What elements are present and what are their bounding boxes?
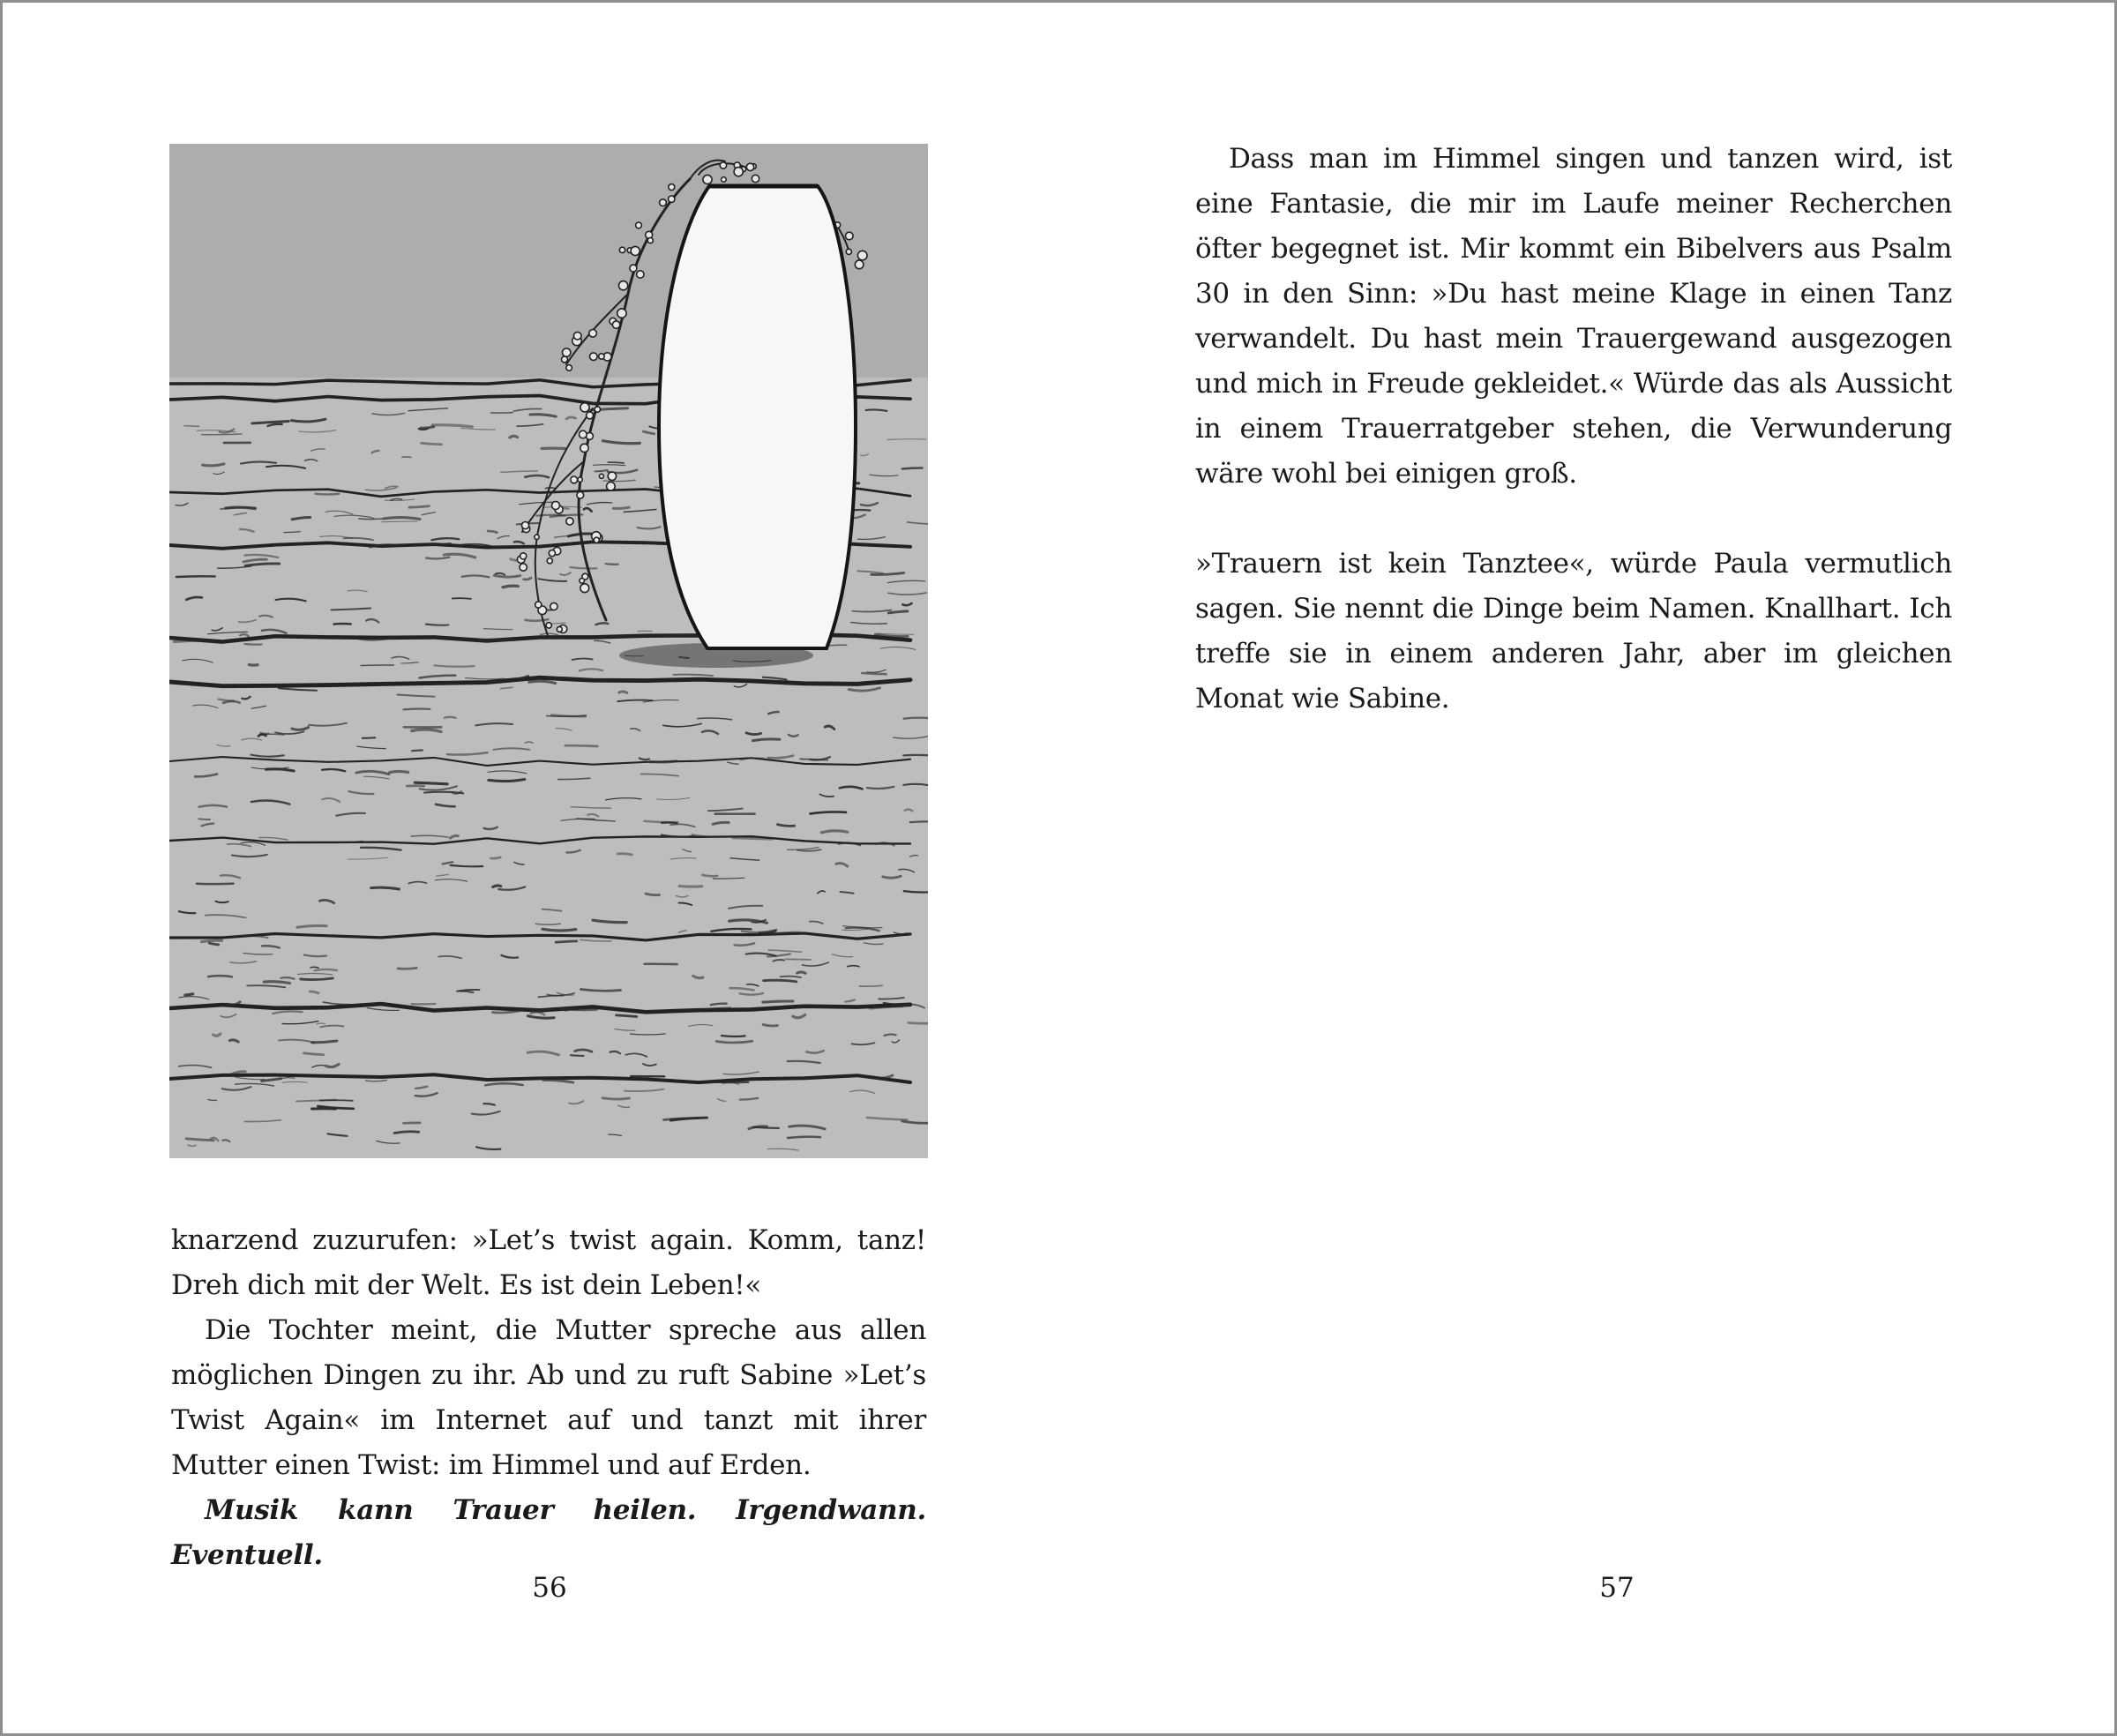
grain-stroke [764, 980, 797, 982]
berry [619, 247, 625, 252]
grain-stroke [662, 822, 677, 823]
berry [594, 537, 599, 542]
grain-stroke [301, 978, 333, 980]
berry [573, 332, 581, 340]
berry [566, 518, 573, 525]
paragraph: knarzend zuzurufen: »Let’s twist again. Komm, tanz! Dreh dich mit der Welt. Es ist dein Leben!« [171, 1224, 926, 1301]
berry [535, 535, 539, 539]
paragraph: Dass man im Himmel singen und tanzen wird, ist eine Fantasie, die mir im Laufe meiner Recherchen öfter begegnet ist. Mir kommt ein Bibelvers aus Psalm 30 in den Sinn: »Du hast meine Klage in einen Tanz verwandelt. Du hast mein Trauergewand ausgezogen und mich in Freude gekleidet.« Würde das als Aussicht in einem Trauerratgeber stehen, die Verwunderung wäre wohl bei einigen groß. [1195, 143, 1952, 490]
grain-stroke [646, 894, 659, 895]
grain-stroke [606, 564, 618, 565]
berry [607, 483, 616, 491]
berry [703, 175, 712, 183]
grain-stroke [361, 665, 393, 666]
berry [549, 550, 555, 557]
grain-stroke [422, 443, 442, 445]
grain-stroke [797, 972, 805, 973]
grain-stroke [264, 982, 289, 984]
berry [550, 602, 557, 610]
grain-stroke [260, 733, 268, 734]
berry [669, 184, 675, 191]
grain-stroke [494, 575, 520, 577]
page-number: 57 [1599, 1572, 1635, 1604]
grain-stroke [788, 1137, 820, 1138]
berry [563, 348, 571, 356]
grain-stroke [359, 519, 382, 520]
page-number: 56 [532, 1572, 567, 1604]
grain-stroke [493, 886, 501, 887]
grain-stroke [402, 457, 411, 458]
berry [855, 260, 864, 269]
grain-stroke [702, 875, 717, 876]
grain-stroke [885, 1035, 896, 1036]
grain-stroke [619, 692, 627, 693]
grain-stroke [786, 959, 811, 960]
berry [590, 353, 598, 361]
grain-stroke [753, 1127, 779, 1128]
grain-stroke [398, 968, 416, 969]
grain-stroke [556, 941, 577, 942]
grain-stroke [860, 985, 883, 986]
berry [636, 222, 642, 228]
berry [647, 238, 653, 243]
berry [599, 474, 603, 478]
grain-stroke [249, 664, 258, 665]
grain-stroke [608, 462, 624, 463]
berry [612, 321, 619, 328]
grain-stroke [363, 737, 376, 738]
berry [547, 558, 552, 564]
berry [580, 403, 589, 412]
berry [578, 477, 582, 482]
berry [522, 522, 529, 529]
grain-stroke [565, 745, 598, 746]
grain-stroke [176, 576, 215, 577]
grain-stroke [733, 838, 772, 839]
grain-stroke [542, 929, 576, 931]
berry [669, 196, 675, 202]
berry [722, 177, 727, 183]
berry [619, 281, 628, 290]
grain-stroke [763, 1025, 777, 1026]
berry [589, 330, 597, 338]
grain-stroke [184, 426, 199, 427]
grain-stroke [421, 427, 434, 428]
grain-stroke [617, 1015, 637, 1017]
berry [637, 271, 644, 278]
berry [746, 163, 753, 170]
grain-stroke [297, 925, 326, 927]
grain-stroke [888, 611, 907, 613]
berry [752, 175, 759, 182]
grain-stroke [445, 717, 456, 718]
grain-stroke [530, 1010, 553, 1011]
grain-stroke [909, 1022, 928, 1023]
berry [631, 246, 640, 255]
berry [566, 365, 572, 371]
berry [580, 444, 588, 452]
berry [557, 626, 562, 632]
grain-stroke [412, 751, 423, 752]
berry [580, 584, 589, 593]
grain-stroke [175, 640, 206, 641]
berry [720, 162, 726, 168]
grain-stroke [226, 507, 255, 509]
grain-stroke [185, 994, 193, 995]
grain-stroke [312, 1041, 337, 1043]
berry [734, 168, 743, 176]
grain-stroke [763, 1001, 793, 1002]
grain-stroke [315, 969, 338, 970]
grain-stroke [617, 854, 632, 855]
berry [552, 502, 560, 510]
berry [617, 309, 626, 318]
berry [595, 407, 600, 412]
grain-stroke [209, 943, 218, 945]
grain-stroke [904, 891, 928, 892]
grain-stroke [197, 884, 234, 885]
grain-stroke [245, 644, 262, 645]
berry [580, 430, 587, 438]
grain-stroke [862, 673, 886, 674]
grain-stroke [371, 887, 400, 889]
berry [630, 265, 637, 272]
right-page [1061, 3, 2117, 1733]
paragraph: »Trauern ist kein Tanztee«, würde Paula vermutlich sagen. Sie nennt die Dinge beim Namen. Knallhart. Ich treffe sie in einem anderen Jahr, aber im gleichen Monat wie Sabine. [1195, 548, 1952, 715]
berry [535, 602, 542, 608]
grain-stroke [503, 586, 518, 587]
left-page-text [171, 1218, 926, 1578]
grain-stroke [491, 857, 501, 858]
grain-stroke [650, 761, 677, 762]
grain-stroke [202, 434, 242, 435]
berry [857, 251, 867, 260]
berry [520, 553, 527, 559]
right-page-text [1195, 137, 1952, 722]
illustration-canvas [169, 144, 928, 1158]
grain-stroke [510, 436, 518, 438]
berry [599, 354, 604, 359]
grain-stroke [753, 739, 780, 741]
grain-stroke [310, 967, 318, 968]
grain-stroke [415, 782, 447, 784]
berry [660, 199, 667, 206]
grain-stroke [613, 507, 629, 508]
vase [659, 186, 856, 648]
grain-stroke [562, 1008, 597, 1010]
berry [577, 491, 584, 498]
grain-stroke [409, 506, 429, 508]
grain-stroke [317, 1023, 325, 1024]
berry [571, 476, 578, 483]
berry [520, 564, 527, 571]
berry [846, 232, 854, 240]
grain-stroke [333, 624, 350, 625]
left-page [3, 3, 1059, 1733]
grain-stroke [602, 1098, 629, 1099]
berry [846, 249, 851, 254]
emphasized-paragraph: Musik kann Trauer heilen. Irgendwann. Eventuell. [171, 1494, 926, 1571]
berry [608, 472, 616, 480]
vase-on-wooden-floor-illustration [169, 144, 928, 1158]
grain-stroke [316, 494, 340, 495]
berry [546, 623, 551, 628]
paragraph: Die Tochter meint, die Mutter spreche aus allen möglichen Dingen zu ihr. Ab und zu ruft Sabine »Let’s Twist Again« im Internet auf und tanzt mit ihrer Mutter einen Twist: im Himmel und auf Erden. [171, 1314, 926, 1481]
grain-stroke [571, 1055, 584, 1056]
grain-stroke [404, 709, 430, 710]
grain-stroke [202, 940, 222, 942]
grain-stroke [390, 771, 408, 772]
berry [580, 579, 585, 584]
berry [587, 412, 594, 419]
grain-stroke [453, 598, 471, 599]
